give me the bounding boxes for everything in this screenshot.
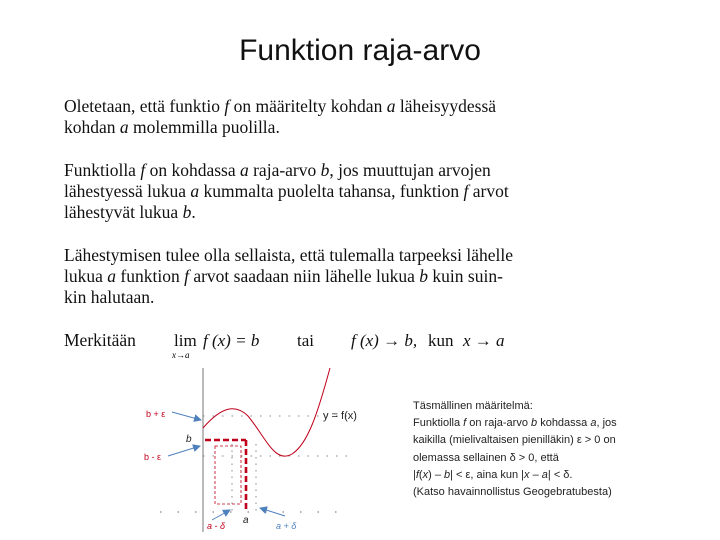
text-run: (	[418, 468, 423, 481]
math-symbol: x	[422, 468, 429, 481]
math-symbol: b	[320, 160, 330, 180]
text-run: | < ε, aina kun |	[450, 468, 525, 481]
math-symbol: a	[541, 468, 548, 481]
math-symbol: a	[119, 117, 129, 137]
arrow-condition: x → a	[463, 331, 505, 350]
b-minus-eps-label: b - ε	[144, 452, 162, 462]
math-symbol: a	[590, 417, 597, 430]
delta-box	[215, 446, 241, 504]
math-symbol: f	[463, 417, 467, 430]
text-run: lähestyessä lukua	[64, 181, 191, 201]
text-run: (Katso havainnollistus Geogebratubesta)	[413, 486, 612, 499]
math-symbol: b	[444, 468, 451, 481]
math-symbol: b	[182, 202, 192, 222]
math-symbol: a	[107, 266, 117, 286]
a-plus-delta-label: a + δ	[276, 521, 297, 531]
text-run: Täsmällinen määritelmä:	[413, 400, 533, 412]
text-run: Funktiolla	[413, 417, 464, 430]
notation-label: Merkitään	[64, 330, 136, 350]
a-minus-delta-arrow	[212, 510, 230, 520]
text-run: ) –	[428, 468, 444, 481]
b-label: b	[186, 434, 192, 445]
a-plus-delta-arrow	[260, 508, 285, 516]
text-run: lukua	[64, 266, 108, 286]
math-symbol: f	[415, 468, 419, 481]
text-run: kohdassa	[537, 417, 591, 430]
math-symbol: a	[239, 160, 249, 180]
text-run: –	[529, 468, 542, 481]
b-plus-eps-arrow	[172, 412, 201, 420]
math-symbol: f	[224, 96, 230, 116]
text-run: raja-arvo	[248, 160, 321, 180]
lim-word: lim	[174, 331, 197, 350]
or-word: tai	[297, 331, 314, 350]
text-run: kummalta puolelta tahansa, funktion	[199, 181, 464, 201]
text-run: olemassa sellainen δ > 0, että	[413, 451, 559, 464]
text-run: lähestyvät lukua	[64, 202, 183, 222]
text-line	[413, 432, 713, 449]
a-label: a	[243, 515, 249, 526]
text-line	[413, 398, 713, 415]
math-symbol: b	[531, 417, 538, 430]
text-run: kuin suin-	[428, 266, 503, 286]
text-run: kaikilla (mielivaltaisen pienilläkin) ε > 0 on	[413, 434, 616, 447]
math-symbol: f	[463, 181, 469, 201]
text-line	[413, 467, 713, 484]
text-line	[413, 450, 713, 467]
formal-definition	[413, 398, 713, 501]
text-run: |	[413, 468, 416, 481]
text-run: | < δ.	[547, 468, 573, 481]
text-run: , jos	[596, 417, 617, 430]
text-run: läheisyydessä	[395, 96, 497, 116]
text-run: arvot saadaan niin lähelle lukua	[188, 266, 420, 286]
text-run: kohdan	[64, 117, 120, 137]
lim-expression: f (x) = b	[203, 331, 260, 350]
page-title: Funktion raja-arvo	[239, 34, 481, 67]
text-run: funktion	[116, 266, 185, 286]
text-run: on määritelty kohdan	[229, 96, 387, 116]
text-run: Oletetaan, että funktio	[64, 96, 225, 116]
text-run: arvot	[468, 181, 509, 201]
text-run: on kohdassa	[145, 160, 240, 180]
text-line	[413, 415, 713, 432]
math-symbol: f	[184, 266, 189, 286]
text-run: , jos muuttujan arvojen	[329, 160, 491, 180]
math-symbol: b	[419, 266, 429, 286]
math-symbol: x	[524, 468, 530, 481]
b-plus-eps-label: b + ε	[146, 409, 166, 419]
text-run: Lähestymisen tulee olla sellaista, että tulemalla tarpeeksi lähelle	[64, 245, 513, 265]
arrow-expression: f (x) → b,	[351, 331, 418, 350]
text-run: on raja-arvo	[466, 417, 532, 430]
math-symbol: a	[386, 96, 396, 116]
text-run: Funktiolla	[64, 160, 141, 180]
text-run: kin halutaan.	[64, 287, 155, 307]
a-minus-delta-label: a - δ	[207, 521, 226, 531]
math-symbol: f	[140, 160, 146, 180]
function-curve	[203, 368, 330, 456]
text-run: molemmilla puolilla.	[128, 117, 280, 137]
lim-subscript: x→a	[172, 350, 190, 360]
text-line	[413, 484, 713, 501]
text-run: .	[191, 202, 196, 222]
curve-label: y = f(x)	[323, 410, 357, 422]
math-symbol: a	[190, 181, 200, 201]
kun-word: kun	[428, 331, 454, 350]
b-minus-eps-arrow	[168, 446, 200, 456]
